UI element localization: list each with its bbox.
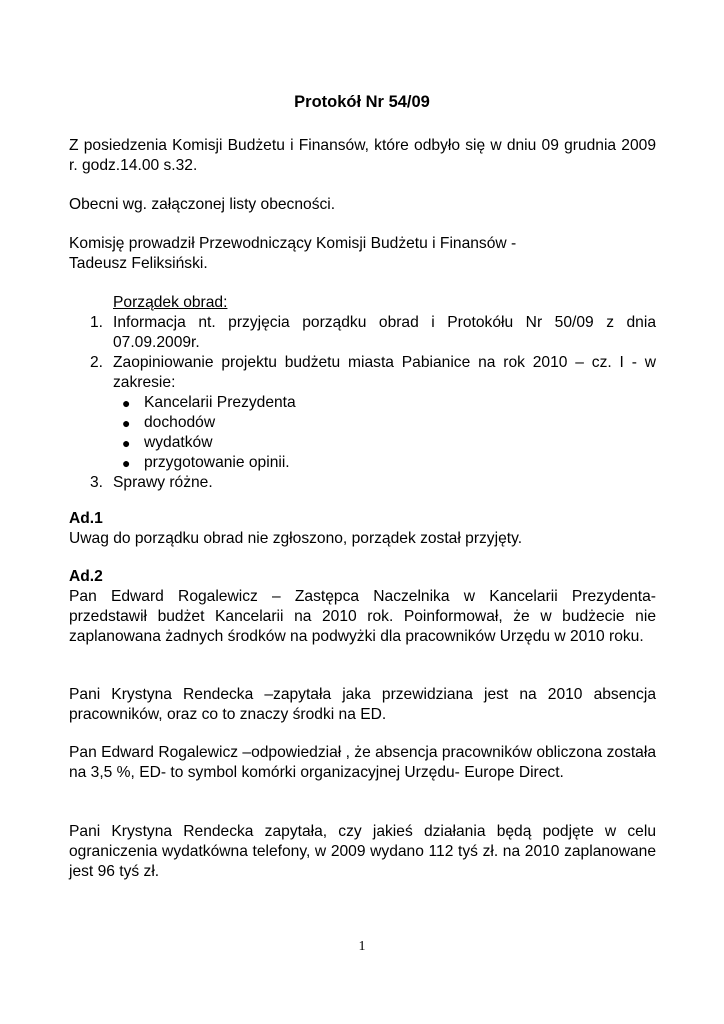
agenda-subitem [113, 453, 656, 473]
section-paragraph: Pani Krystyna Rendecka zapytała, czy jakieś działania będą podjęte w celu ograniczenia wydatkówna telefony, w 2009 wydano 112 tyś zł. na 2010 zaplanowane jest 96 tyś zł. [69, 823, 656, 880]
bullet-icon: ● [122, 455, 131, 471]
section-paragraph: Pan Edward Rogalewicz – Zastępca Naczelnika w Kancelarii Prezydenta- przedstawił budżet Kancelarii na 2010 rok. Poinformował, że w budżecie nie zaplanowana żadnych środków na podwyżki dla pracowników Urzędu w 2010 roku. [69, 588, 656, 645]
agenda-item-number: 3. [90, 474, 104, 491]
agenda-item-number: 1. [90, 314, 104, 331]
chair-line-2: Tadeusz Feliksiński. [69, 255, 208, 272]
bullet-icon: ● [122, 395, 131, 411]
attendance-paragraph: Obecni wg. załączonej listy obecności. [69, 196, 336, 213]
agenda-subitem-text: wydatków [144, 434, 213, 451]
section-paragraph: Pani Krystyna Rendecka –zapytała jaka przewidziana jest na 2010 absencja pracowników, oraz co to znaczy środki na ED. [69, 686, 656, 723]
bullet-icon: ● [122, 415, 131, 431]
agenda-item-number: 2. [90, 354, 104, 371]
section-heading: Ad.1 [69, 510, 103, 527]
section-paragraph: Pan Edward Rogalewicz –odpowiedział , że absencja pracowników obliczona została na 3,5 %, ED- to symbol komórki organizacyjnej Urzędu- Europe Direct. [69, 744, 656, 781]
agenda-subitem-text: dochodów [144, 414, 216, 431]
agenda-title: Porządek obrad: [113, 294, 228, 311]
section-ad1 [69, 509, 656, 549]
agenda-subitem-text: przygotowanie opinii. [144, 454, 290, 471]
section-heading: Ad.2 [69, 568, 103, 585]
agenda-subitem [113, 413, 656, 433]
document-title: Protokół Nr 54/09 [294, 93, 430, 111]
agenda-item-text: Sprawy różne. [113, 474, 213, 491]
intro-paragraph: Z posiedzenia Komisji Budżetu i Finansów, które odbyło się w dniu 09 grudnia 2009 r. godz.14.00 s.32. [69, 137, 656, 174]
agenda-sublist [113, 393, 656, 473]
agenda-item [69, 473, 656, 493]
agenda-item-text: Informacja nt. przyjęcia porządku obrad i Protokółu Nr 50/09 z dnia 07.09.2009r. [113, 314, 656, 351]
bullet-icon: ● [122, 435, 131, 451]
page-number: 1 [358, 939, 366, 954]
section-ad2-heading-block [69, 567, 656, 587]
agenda-item [69, 313, 656, 353]
chair-line-1: Komisję prowadził Przewodniczący Komisji Budżetu i Finansów - [69, 235, 517, 252]
agenda-subitem [113, 393, 656, 413]
agenda-list [69, 313, 656, 493]
section-paragraph: Uwag do porządku obrad nie zgłoszono, porządek został przyjęty. [69, 530, 523, 547]
chair-paragraph [69, 234, 656, 274]
agenda-item [69, 353, 656, 473]
agenda-subitem [113, 433, 656, 453]
agenda-item-text: Zaopiniowanie projektu budżetu miasta Pabianice na rok 2010 – cz. I - w zakresie: [113, 354, 656, 391]
agenda-subitem-text: Kancelarii Prezydenta [144, 394, 296, 411]
